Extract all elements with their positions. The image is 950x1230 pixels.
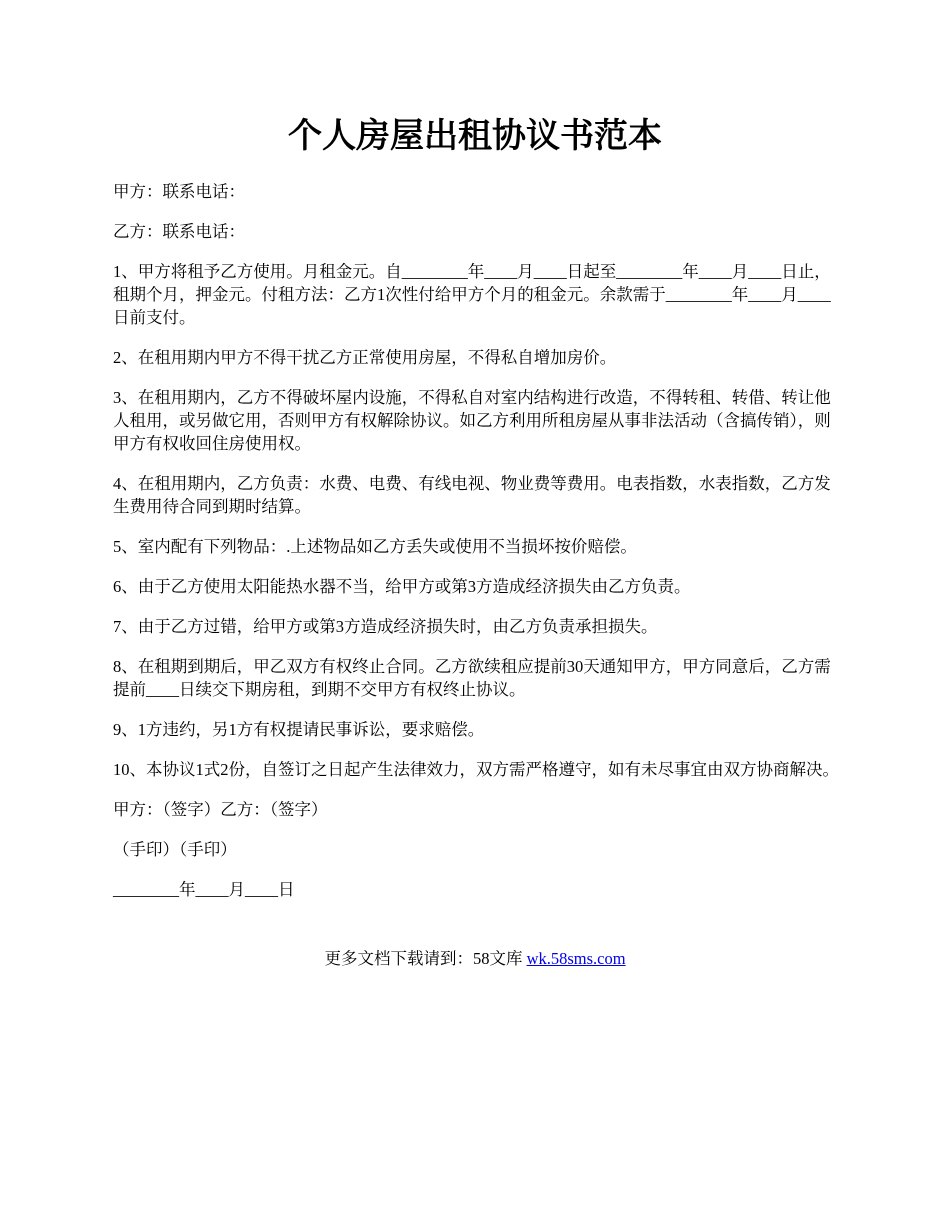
clause-1: 1、甲方将租予乙方使用。月租金元。自________年____月____日起至________年____月____日止，租期个月，押金元。付租方法：乙方1次性付给甲方个月的租金元。余款需于________年____月____日前支付。 (113, 262, 831, 327)
party-b-contact: 乙方：联系电话： (113, 222, 245, 241)
clause-9: 9、1方违约，另1方有权提请民事诉讼，要求赔偿。 (113, 720, 485, 739)
clause-2: 2、在租用期内甲方不得干扰乙方正常使用房屋，不得私自增加房价。 (113, 348, 617, 367)
date-line: ________年____月____日 (113, 880, 295, 899)
clause-8: 8、在租期到期后，甲乙双方有权终止合同。乙方欲续租应提前30天通知甲方，甲方同意后，乙方需提前____日续交下期房租，到期不交甲方有权终止协议。 (113, 657, 831, 699)
party-a-contact: 甲方：联系电话： (113, 182, 245, 201)
footer-link[interactable]: wk.58sms.com (526, 949, 626, 968)
clause-3: 3、在租用期内，乙方不得破坏屋内设施，不得私自对室内结构进行改造，不得转租、转借、转让他人租用，或另做它用，否则甲方有权解除协议。如乙方利用所租房屋从事非法活动（含搞传销），则甲方有权收回住房使用权。 (113, 388, 831, 453)
signature-line: 甲方：（签字）乙方：（签字） (113, 800, 328, 819)
clause-7: 7、由于乙方过错，给甲方或第3方造成经济损失时，由乙方负责承担损失。 (113, 617, 658, 636)
footer-prefix: 更多文档下载请到：58文库 (324, 949, 527, 968)
download-footer (0, 947, 950, 970)
clause-10: 10、本协议1式2份，自签订之日起产生法律效力，双方需严格遵守，如有未尽事宜由双方协商解决。 (113, 760, 839, 779)
clause-5: 5、室内配有下列物品：.上述物品如乙方丢失或使用不当损坏按价赔偿。 (113, 537, 637, 556)
clause-6: 6、由于乙方使用太阳能热水器不当，给甲方或第3方造成经济损失由乙方负责。 (113, 577, 691, 596)
fingerprint-line: （手印）（手印） (113, 840, 237, 859)
document-body (113, 180, 841, 918)
clause-4: 4、在租用期内，乙方负责：水费、电费、有线电视、物业费等费用。电表指数，水表指数，乙方发生费用待合同到期时结算。 (113, 474, 831, 516)
document-title: 个人房屋出租协议书范本 (288, 116, 662, 156)
